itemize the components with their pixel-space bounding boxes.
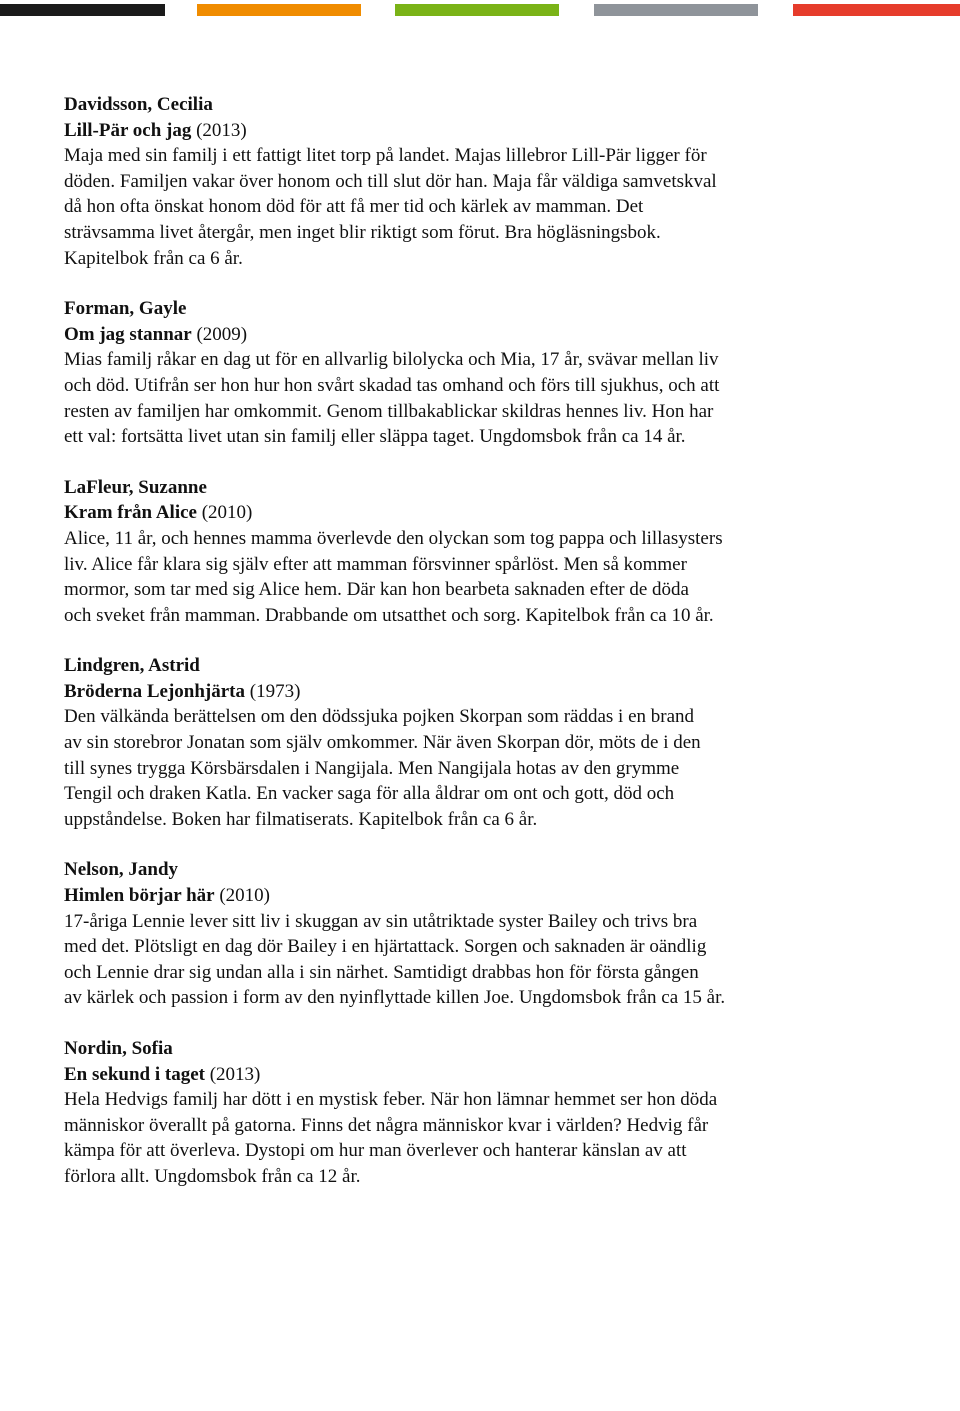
book-description-line: uppståndelse. Boken har filmatiserats. Kapitelbok från ca 6 år. <box>64 808 538 830</box>
color-bar-segment <box>594 4 758 16</box>
book-title-line <box>64 118 884 144</box>
color-bar-segment <box>197 4 361 16</box>
book-description-line: Alice, 11 år, och hennes mamma överlevde den olyckan som tog pappa och lillasysters <box>64 527 723 549</box>
book-description-line: till synes trygga Körsbärsdalen i Nangijala. Men Nangijala hotas av den grymme <box>64 757 680 779</box>
book-title-line <box>64 679 884 705</box>
book-year: (2013) <box>191 119 247 141</box>
book-title: Kram från Alice <box>64 502 197 524</box>
book-description-line: och Lennie drar sig undan alla i sin närhet. Samtidigt drabbas hon för första gången <box>64 961 699 983</box>
book-description-line: Den välkända berättelsen om den dödssjuka pojken Skorpan som räddas i en brand <box>64 706 695 728</box>
book-title: Lill-Pär och jag <box>64 119 192 141</box>
book-description-line: Hela Hedvigs familj har dött i en mystisk feber. När hon lämnar hemmet ser hon döda <box>64 1089 718 1111</box>
book-description-line: strävsamma livet återgår, men inget blir riktigt som förut. Bra högläsningsbok. <box>64 221 661 243</box>
book-title: Himlen börjar här <box>64 885 215 907</box>
book-year: (2010) <box>214 885 270 907</box>
book-title: En sekund i taget <box>64 1063 205 1085</box>
book-description-line: Tengil och draken Katla. En vacker saga för alla åldrar om ont och gott, död och <box>64 783 675 805</box>
book-title-line <box>64 883 884 909</box>
book-description-line: Mias familj råkar en dag ut för en allvarlig bilolycka och Mia, 17 år, svävar mellan liv <box>64 349 719 371</box>
book-title-line <box>64 500 884 526</box>
book-year: (2009) <box>191 323 248 345</box>
book-entry <box>64 475 884 629</box>
book-year: (2010) <box>196 502 253 524</box>
book-description-line: av kärlek och passion i form av den nyinflyttade killen Joe. Ungdomsbok från ca 15 år. <box>64 987 726 1009</box>
book-title: Om jag stannar <box>64 323 192 345</box>
book-list <box>64 92 884 1215</box>
book-description-line: av sin storebror Jonatan som själv omkommer. När även Skorpan dör, möts de i den <box>64 732 701 754</box>
book-year: (2013) <box>204 1063 261 1085</box>
book-entry <box>64 1036 884 1190</box>
book-entry <box>64 92 884 271</box>
color-bar-segment <box>793 4 960 16</box>
header-color-bar <box>0 4 960 16</box>
book-description-line: Maja med sin familj i ett fattigt litet torp på landet. Majas lillebror Lill-Pär ligger för <box>64 145 707 167</box>
book-description-line: mormor, som tar med sig Alice hem. Där kan hon bearbeta saknaden efter de döda <box>64 579 689 601</box>
book-entry <box>64 857 884 1011</box>
book-author: Nordin, Sofia <box>64 1038 173 1059</box>
book-title-line <box>64 1062 884 1088</box>
book-description-line: människor överallt på gatorna. Finns det några människor kvar i världen? Hedvig får <box>64 1114 709 1136</box>
book-author: Nelson, Jandy <box>64 859 179 881</box>
book-description-line: med det. Plötsligt en dag dör Bailey i en hjärtattack. Sorgen och saknaden är oändlig <box>64 936 707 958</box>
book-description-line: då hon ofta önskat honom död för att få mer tid och kärlek av mamman. Det <box>64 196 644 218</box>
book-year: (1973) <box>245 680 301 702</box>
book-description-line: liv. Alice får klara sig själv efter att mamman försvinner spårlöst. Men så kommer <box>64 553 687 575</box>
book-description-line: 17-åriga Lennie lever sitt liv i skuggan av sin utåtriktade syster Bailey och trivs bra <box>64 910 698 932</box>
book-description-line: kämpa för att överleva. Dystopi om hur man överlever och hanterar känslan av att <box>64 1140 687 1162</box>
book-entry <box>64 653 884 832</box>
book-title-line <box>64 322 884 348</box>
book-description-line: ett val: fortsätta livet utan sin familj eller släppa taget. Ungdomsbok från ca 14 år. <box>64 426 686 448</box>
book-description-line: förlora allt. Ungdomsbok från ca 12 år. <box>64 1165 361 1187</box>
color-bar-segment <box>395 4 559 16</box>
book-author: Lindgren, Astrid <box>64 655 200 677</box>
book-title: Bröderna Lejonhjärta <box>64 680 246 702</box>
book-description-line: och sveket från mamman. Drabbande om utsatthet och sorg. Kapitelbok från ca 10 år. <box>64 604 714 626</box>
book-author: Davidsson, Cecilia <box>64 94 213 115</box>
book-description-line: och död. Utifrån ser hon hur hon svårt skadad tas omhand och förs till sjukhus, och att <box>64 374 720 396</box>
book-description-line: döden. Familjen vakar över honom och till slut dör han. Maja får väldiga samvetskval <box>64 170 717 192</box>
book-description-line: Kapitelbok från ca 6 år. <box>64 247 243 269</box>
book-author: Forman, Gayle <box>64 298 187 320</box>
color-bar-segment <box>0 4 165 16</box>
book-author: LaFleur, Suzanne <box>64 476 207 498</box>
book-entry <box>64 296 884 450</box>
book-description-line: resten av familjen har omkommit. Genom tillbakablickar skildras hennes liv. Hon har <box>64 400 714 422</box>
